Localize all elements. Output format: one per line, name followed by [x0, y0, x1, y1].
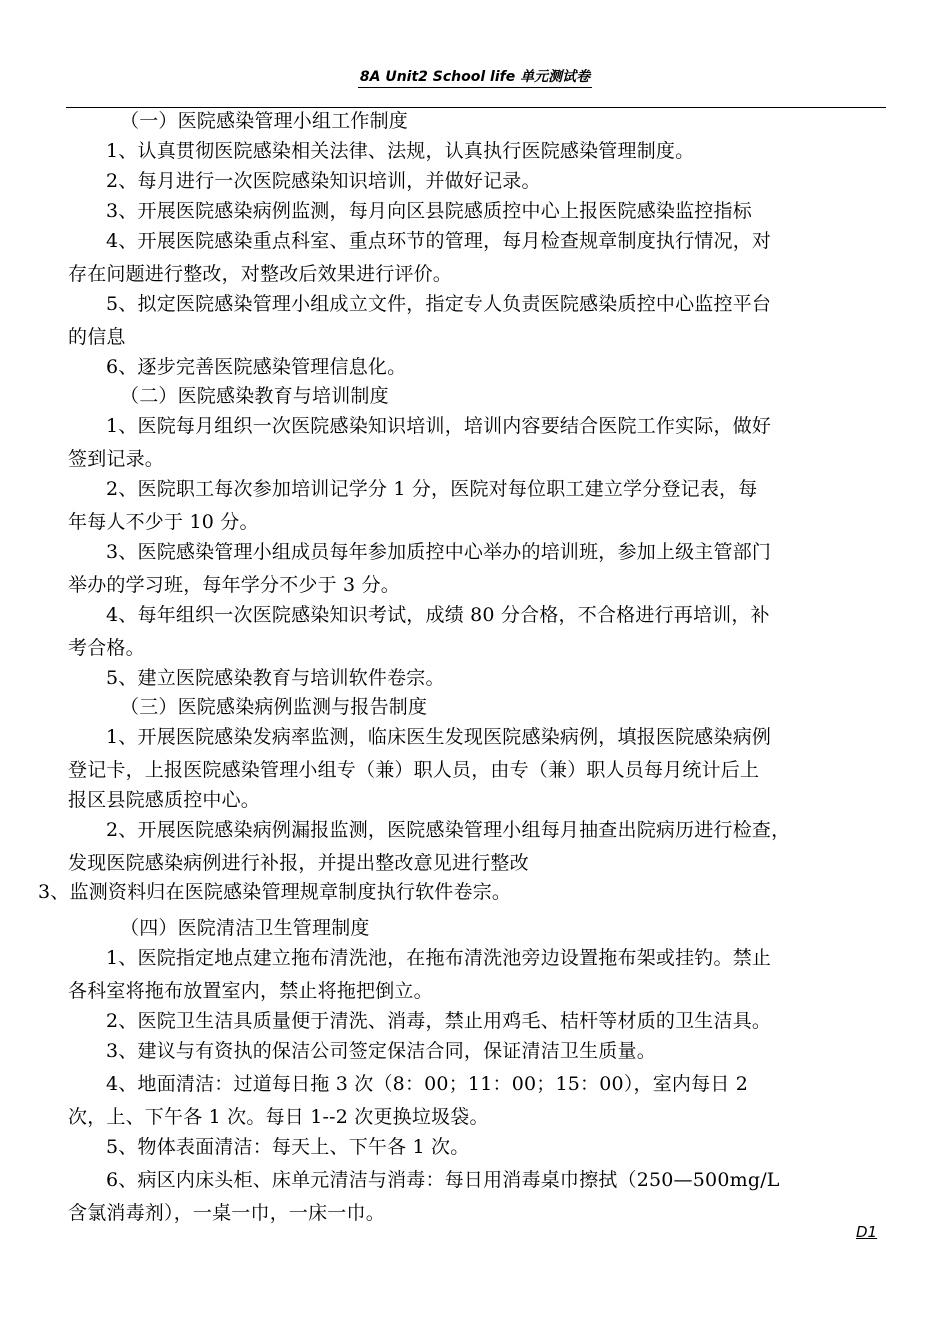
document-body — [38, 107, 884, 1228]
paragraph-line: 含氯消毒剂），一桌一巾，一床一巾。 — [68, 1202, 385, 1224]
paragraph-line: 2、医院卫生洁具质量便于清洗、消毒，禁止用鸡毛、桔杆等材质的卫生洁具。 — [106, 1010, 772, 1032]
paragraph-line: 1、医院指定地点建立拖布清洗池，在拖布清洗池旁边设置拖布架或挂钓。禁止 — [106, 947, 772, 969]
paragraph-line: 举办的学习班，每年学分不少于 3 分。 — [68, 574, 400, 596]
paragraph-line: 6、逐步完善医院感染管理信息化。 — [106, 356, 407, 378]
paragraph-line: 4、每年组织一次医院感染知识考试，成绩 80 分合格，不合格进行再培训，补 — [106, 604, 770, 626]
paragraph-line: 报区县院感质控中心。 — [68, 789, 261, 811]
paragraph-line: 登记卡，上报医院感染管理小组专（兼）职人员，由专（兼）职人员每月统计后上 — [68, 759, 760, 781]
section-heading: （一）医院感染管理小组工作制度 — [120, 110, 409, 132]
section-heading: （二）医院感染教育与培训制度 — [120, 385, 389, 407]
paragraph-line: 6、病区内床头柜、床单元清洁与消毒：每日用消毒桌巾擦拭（250—500mg/L — [106, 1169, 780, 1191]
paragraph-line: 1、认真贯彻医院感染相关法律、法规，认真执行医院感染管理制度。 — [106, 140, 695, 162]
paragraph-line: 考合格。 — [68, 637, 145, 659]
paragraph-line: 5、物体表面清洁：每天上、下午各 1 次。 — [106, 1136, 470, 1158]
page-header — [0, 66, 950, 88]
paragraph-line: 2、医院职工每次参加培训记学分 1 分，医院对每位职工建立学分登记表，每 — [106, 478, 758, 500]
paragraph-line: 4、地面清洁：过道每日拖 3 次（8：00；11：00；15：00），室内每日 2 — [106, 1073, 749, 1095]
paragraph-line: 年每人不少于 10 分。 — [68, 511, 259, 533]
page-number: D1 — [856, 1223, 878, 1241]
section-heading: （三）医院感染病例监测与报告制度 — [120, 696, 428, 718]
paragraph-line: 存在问题进行整改，对整改后效果进行评价。 — [68, 263, 453, 285]
paragraph-line: 3、医院感染管理小组成员每年参加质控中心举办的培训班，参加上级主管部门 — [106, 541, 772, 563]
section-heading: （四）医院清洁卫生管理制度 — [120, 917, 370, 939]
paragraph-line: 3、建议与有资执的保洁公司签定保洁合同，保证清洁卫生质量。 — [106, 1040, 656, 1062]
paragraph-line: 3、监测资料归在医院感染管理规章制度执行软件卷宗。 — [38, 881, 512, 903]
paragraph-line: 2、开展医院感染病例漏报监测，医院感染管理小组每月抽查出院病历进行检查， — [106, 819, 791, 841]
paragraph-line: 5、拟定医院感染管理小组成立文件，指定专人负责医院感染质控中心监控平台 — [106, 293, 772, 315]
paragraph-line: 1、医院每月组织一次医院感染知识培训，培训内容要结合医院工作实际，做好 — [106, 415, 772, 437]
paragraph-line: 3、开展医院感染病例监测，每月向区县院感质控中心上报医院感染监控指标 — [106, 200, 752, 222]
paragraph-line: 签到记录。 — [68, 448, 165, 470]
paragraph-line: 的信息 — [68, 326, 126, 348]
paragraph-line: 次，上、下午各 1 次。每日 1--2 次更换垃圾袋。 — [68, 1106, 489, 1128]
paragraph-line: 1、开展医院感染发病率监测，临床医生发现医院感染病例，填报医院感染病例 — [106, 726, 772, 748]
paragraph-line: 4、开展医院感染重点科室、重点环节的管理，每月检查规章制度执行情况，对 — [106, 230, 772, 252]
paragraph-line: 2、每月进行一次医院感染知识培训，并做好记录。 — [106, 170, 541, 192]
header-title: 8A Unit2 School life 单元测试卷 — [358, 67, 592, 88]
paragraph-line: 发现医院感染病例进行补报，并提出整改意见进行整改 — [68, 852, 529, 874]
paragraph-line: 各科室将拖布放置室内，禁止将拖把倒立。 — [68, 980, 433, 1002]
paragraph-line: 5、建立医院感染教育与培训软件卷宗。 — [106, 667, 445, 689]
section-gap — [68, 906, 884, 914]
